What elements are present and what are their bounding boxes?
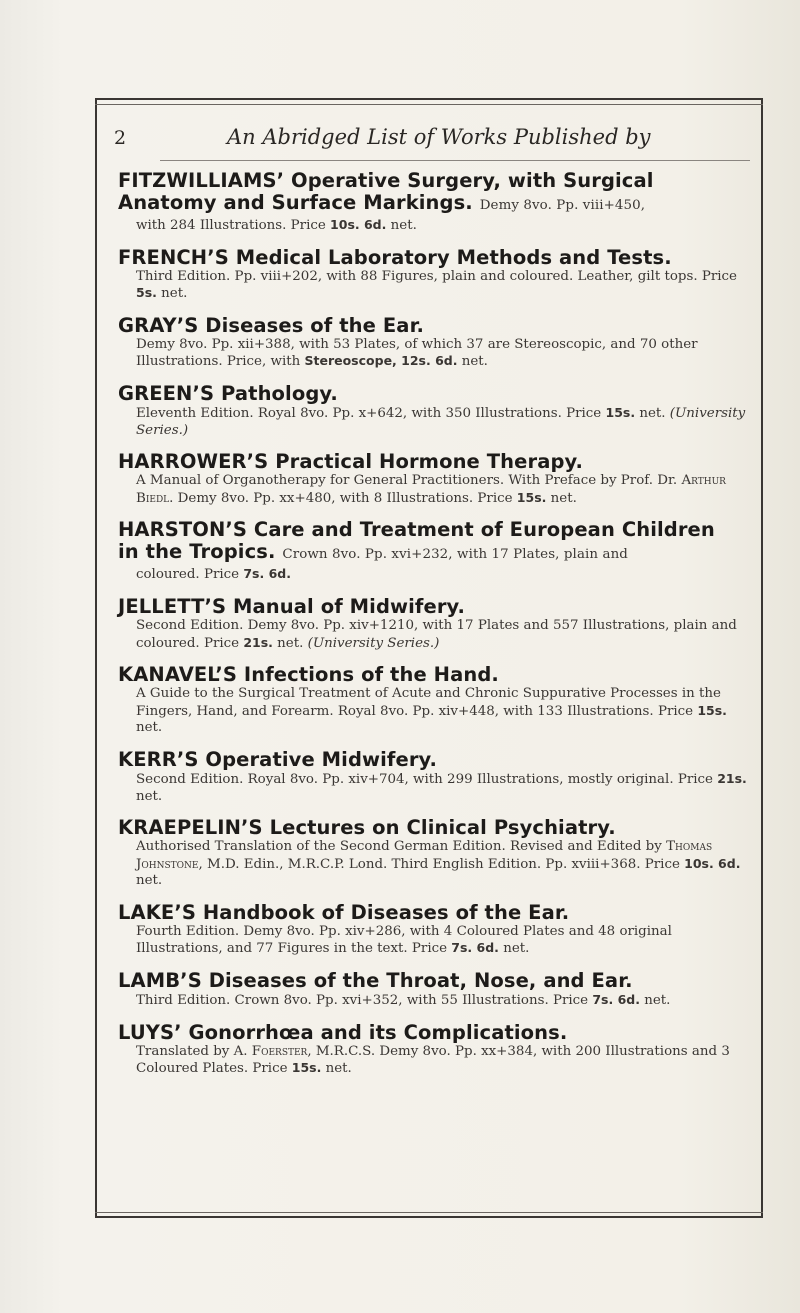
entry-title: JELLETT’S Manual of Midwifery.: [118, 594, 466, 618]
entry-description: Second Edition. Demy 8vo. Pp. xiv+1210, with 17 Plates and 557 Illustrations, plain and coloured. Price 21s. net. (University Series.): [136, 617, 737, 651]
entry-desc-inline: Demy 8vo. Pp. viii+450,: [479, 198, 646, 213]
entry-title: FRENCH’S Medical Laboratory Methods and Tests.: [118, 245, 672, 269]
entry-description: with 284 Illustrations. Price 10s. 6d. net.: [136, 217, 417, 233]
list-item: [118, 749, 748, 805]
entry-title: KERR’S Operative Midwifery.: [118, 747, 438, 771]
book-list: [118, 170, 748, 1090]
entry-description: Fourth Edition. Demy 8vo. Pp. xiv+286, with 4 Coloured Plates and 48 original Illustrations, and 77 Figures in the text. Price 7s. 6d. net.: [136, 923, 672, 957]
entry-title: KANAVEL’S Infections of the Hand.: [118, 663, 499, 687]
list-item: [118, 383, 748, 439]
entry-description: Third Edition. Pp. viii+202, with 88 Figures, plain and coloured. Leather, gilt tops. Price 5s. net.: [136, 268, 737, 302]
list-item: [118, 970, 748, 1010]
list-item: [118, 170, 748, 235]
entry-title: in the Tropics. Crown 8vo. Pp. xvi+232, with 17 Plates, plain and: [118, 540, 628, 564]
running-header: [114, 125, 754, 149]
list-item: [118, 519, 748, 584]
entry-title: Anatomy and Surface Markings. Demy 8vo. Pp. viii+450,: [118, 191, 646, 214]
header-rule: [160, 160, 750, 161]
entry-description: A Guide to the Surgical Treatment of Acute and Chronic Suppurative Processes in the Fingers, Hand, and Forearm. Royal 8vo. Pp. xiv+448, with 133 Illustrations. Price 15s. net.: [136, 686, 727, 736]
list-item: [118, 664, 748, 737]
entry-description: coloured. Price 7s. 6d.: [136, 566, 291, 583]
entry-description: Second Edition. Royal 8vo. Pp. xiv+704, with 299 Illustrations, mostly original. Price 21s. net.: [136, 770, 747, 804]
page-number: 2: [114, 127, 127, 149]
list-item: [118, 596, 748, 652]
list-item: [118, 315, 748, 371]
running-head-title: An Abridged List of Works Published by: [227, 125, 651, 149]
list-item: [118, 1022, 748, 1078]
entry-description: Eleventh Edition. Royal 8vo. Pp. x+642, with 350 Illustrations. Price 15s. net. (University Series.): [136, 404, 746, 438]
entry-title: GREEN’S Pathology.: [118, 381, 338, 405]
list-item: [118, 247, 748, 303]
entry-title: HARROWER’S Practical Hormone Therapy.: [118, 450, 584, 474]
entry-desc-inline: Crown 8vo. Pp. xvi+232, with 17 Plates, plain and: [282, 547, 628, 563]
entry-description: A Manual of Organotherapy for General Practitioners. With Preface by Prof. Dr. Arthur Biedl. Demy 8vo. Pp. xx+480, with 8 Illustrations. Price 15s. net.: [136, 473, 726, 506]
entry-description: Authorised Translation of the Second German Edition. Revised and Edited by Thomas Johnstone, M.D. Edin., M.R.C.P. Lond. Third English Edition. Pp. xviii+368. Price 10s. 6d. net.: [136, 839, 741, 889]
entry-title: LUYS’ Gonorrhœa and its Complications.: [118, 1020, 568, 1044]
border-rule-top: [95, 104, 763, 105]
border-rule-bottom: [95, 1212, 763, 1213]
entry-title: LAKE’S Handbook of Diseases of the Ear.: [118, 900, 570, 924]
entry-description: Translated by A. Foerster, M.R.C.S. Demy 8vo. Pp. xx+384, with 200 Illustrations and 3 Coloured Plates. Price 15s. net.: [136, 1043, 730, 1077]
entry-description: Demy 8vo. Pp. xii+388, with 53 Plates, of which 37 are Stereoscopic, and 70 other Illustrations. Price, with Stereoscope, 12s. 6d. net.: [136, 336, 698, 370]
entry-title: LAMB’S Diseases of the Throat, Nose, and Ear.: [118, 969, 633, 993]
entry-title: GRAY’S Diseases of the Ear.: [118, 313, 425, 337]
list-item: [118, 451, 748, 507]
entry-title: KRAEPELIN’S Lectures on Clinical Psychiatry.: [118, 816, 616, 840]
list-item: [118, 817, 748, 890]
list-item: [118, 902, 748, 958]
entry-title: FITZWILLIAMS’ Operative Surgery, with Surgical: [118, 169, 654, 192]
entry-description: Third Edition. Crown 8vo. Pp. xvi+352, with 55 Illustrations. Price 7s. 6d. net.: [136, 992, 671, 1009]
entry-title: HARSTON’S Care and Treatment of European Children: [118, 518, 715, 542]
